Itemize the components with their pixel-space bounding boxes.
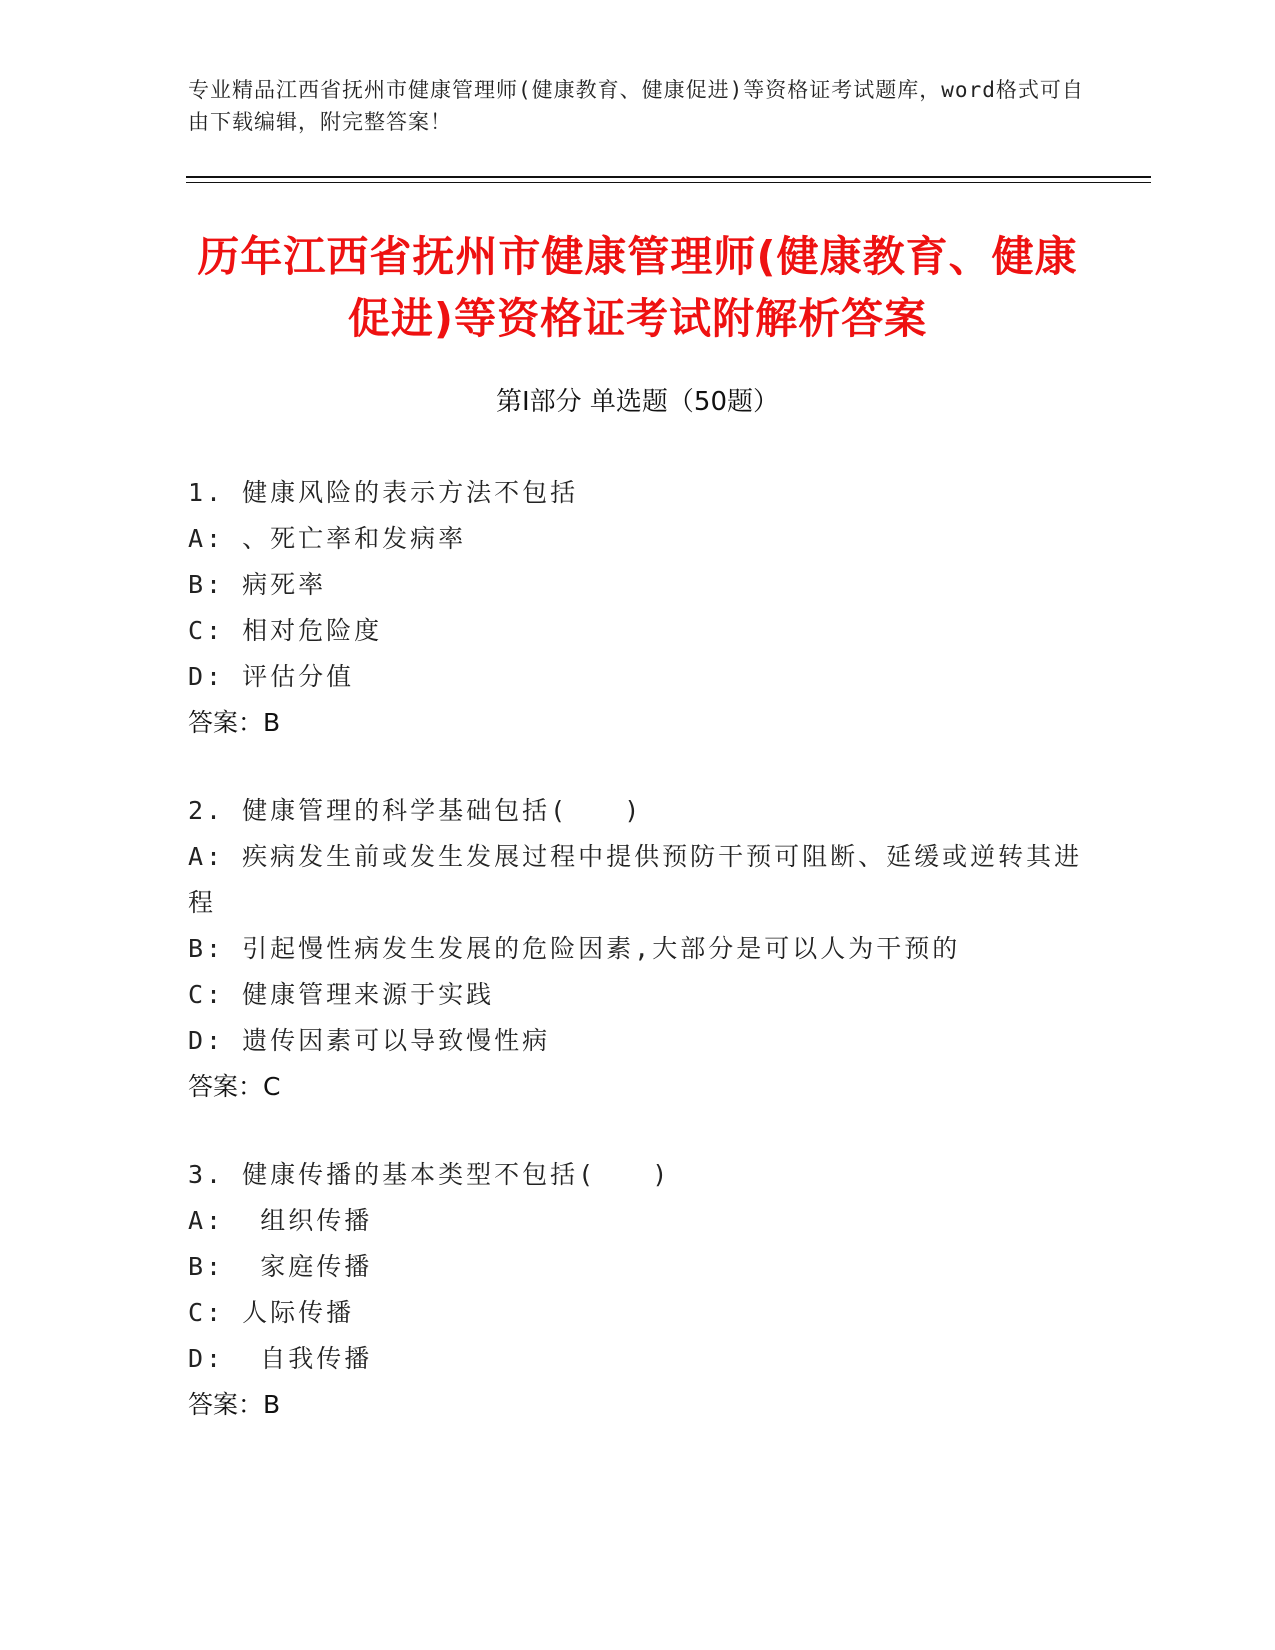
- option-a: A: 疾病发生前或发生发展过程中提供预防干预可阻断、延缓或逆转其进程: [188, 842, 1083, 917]
- option-d: D: 评估分值: [188, 662, 355, 691]
- question-2: [188, 788, 1088, 1110]
- option-c: C: 人际传播: [188, 1298, 355, 1327]
- question-list: [188, 470, 1088, 1470]
- option-b: B: 引起慢性病发生发展的危险因素,大部分是可以人为干预的: [188, 934, 961, 963]
- option-a: A: 组织传播: [188, 1206, 373, 1235]
- answer-label: 答案：B: [188, 1390, 281, 1419]
- option-b: B: 病死率: [188, 570, 327, 599]
- question-3: [188, 1152, 1088, 1428]
- header-note: 专业精品江西省抚州市健康管理师(健康教育、健康促进)等资格证考试题库，word格式可自由下载编辑，附完整答案！: [188, 78, 1084, 134]
- option-d: D: 遗传因素可以导致慢性病: [188, 1026, 551, 1055]
- option-a: A: 、死亡率和发病率: [188, 524, 467, 553]
- question-stem: 1. 健康风险的表示方法不包括: [188, 478, 579, 507]
- question-1: [188, 470, 1088, 746]
- option-b: B: 家庭传播: [188, 1252, 373, 1281]
- answer-label: 答案：C: [188, 1072, 281, 1101]
- question-stem: 3. 健康传播的基本类型不包括( ): [188, 1160, 671, 1189]
- option-c: C: 健康管理来源于实践: [188, 980, 495, 1009]
- answer-label: 答案：B: [188, 708, 281, 737]
- header-divider-thin: [186, 182, 1151, 183]
- question-stem: 2. 健康管理的科学基础包括( ): [188, 796, 643, 825]
- header-divider-thick: [186, 176, 1151, 178]
- document-title: 历年江西省抚州市健康管理师(健康教育、健康促进)等资格证考试附解析答案: [197, 232, 1078, 343]
- option-c: C: 相对危险度: [188, 616, 383, 645]
- option-d: D: 自我传播: [188, 1344, 373, 1373]
- section-title: 第Ⅰ部分 单选题（50题）: [495, 387, 780, 417]
